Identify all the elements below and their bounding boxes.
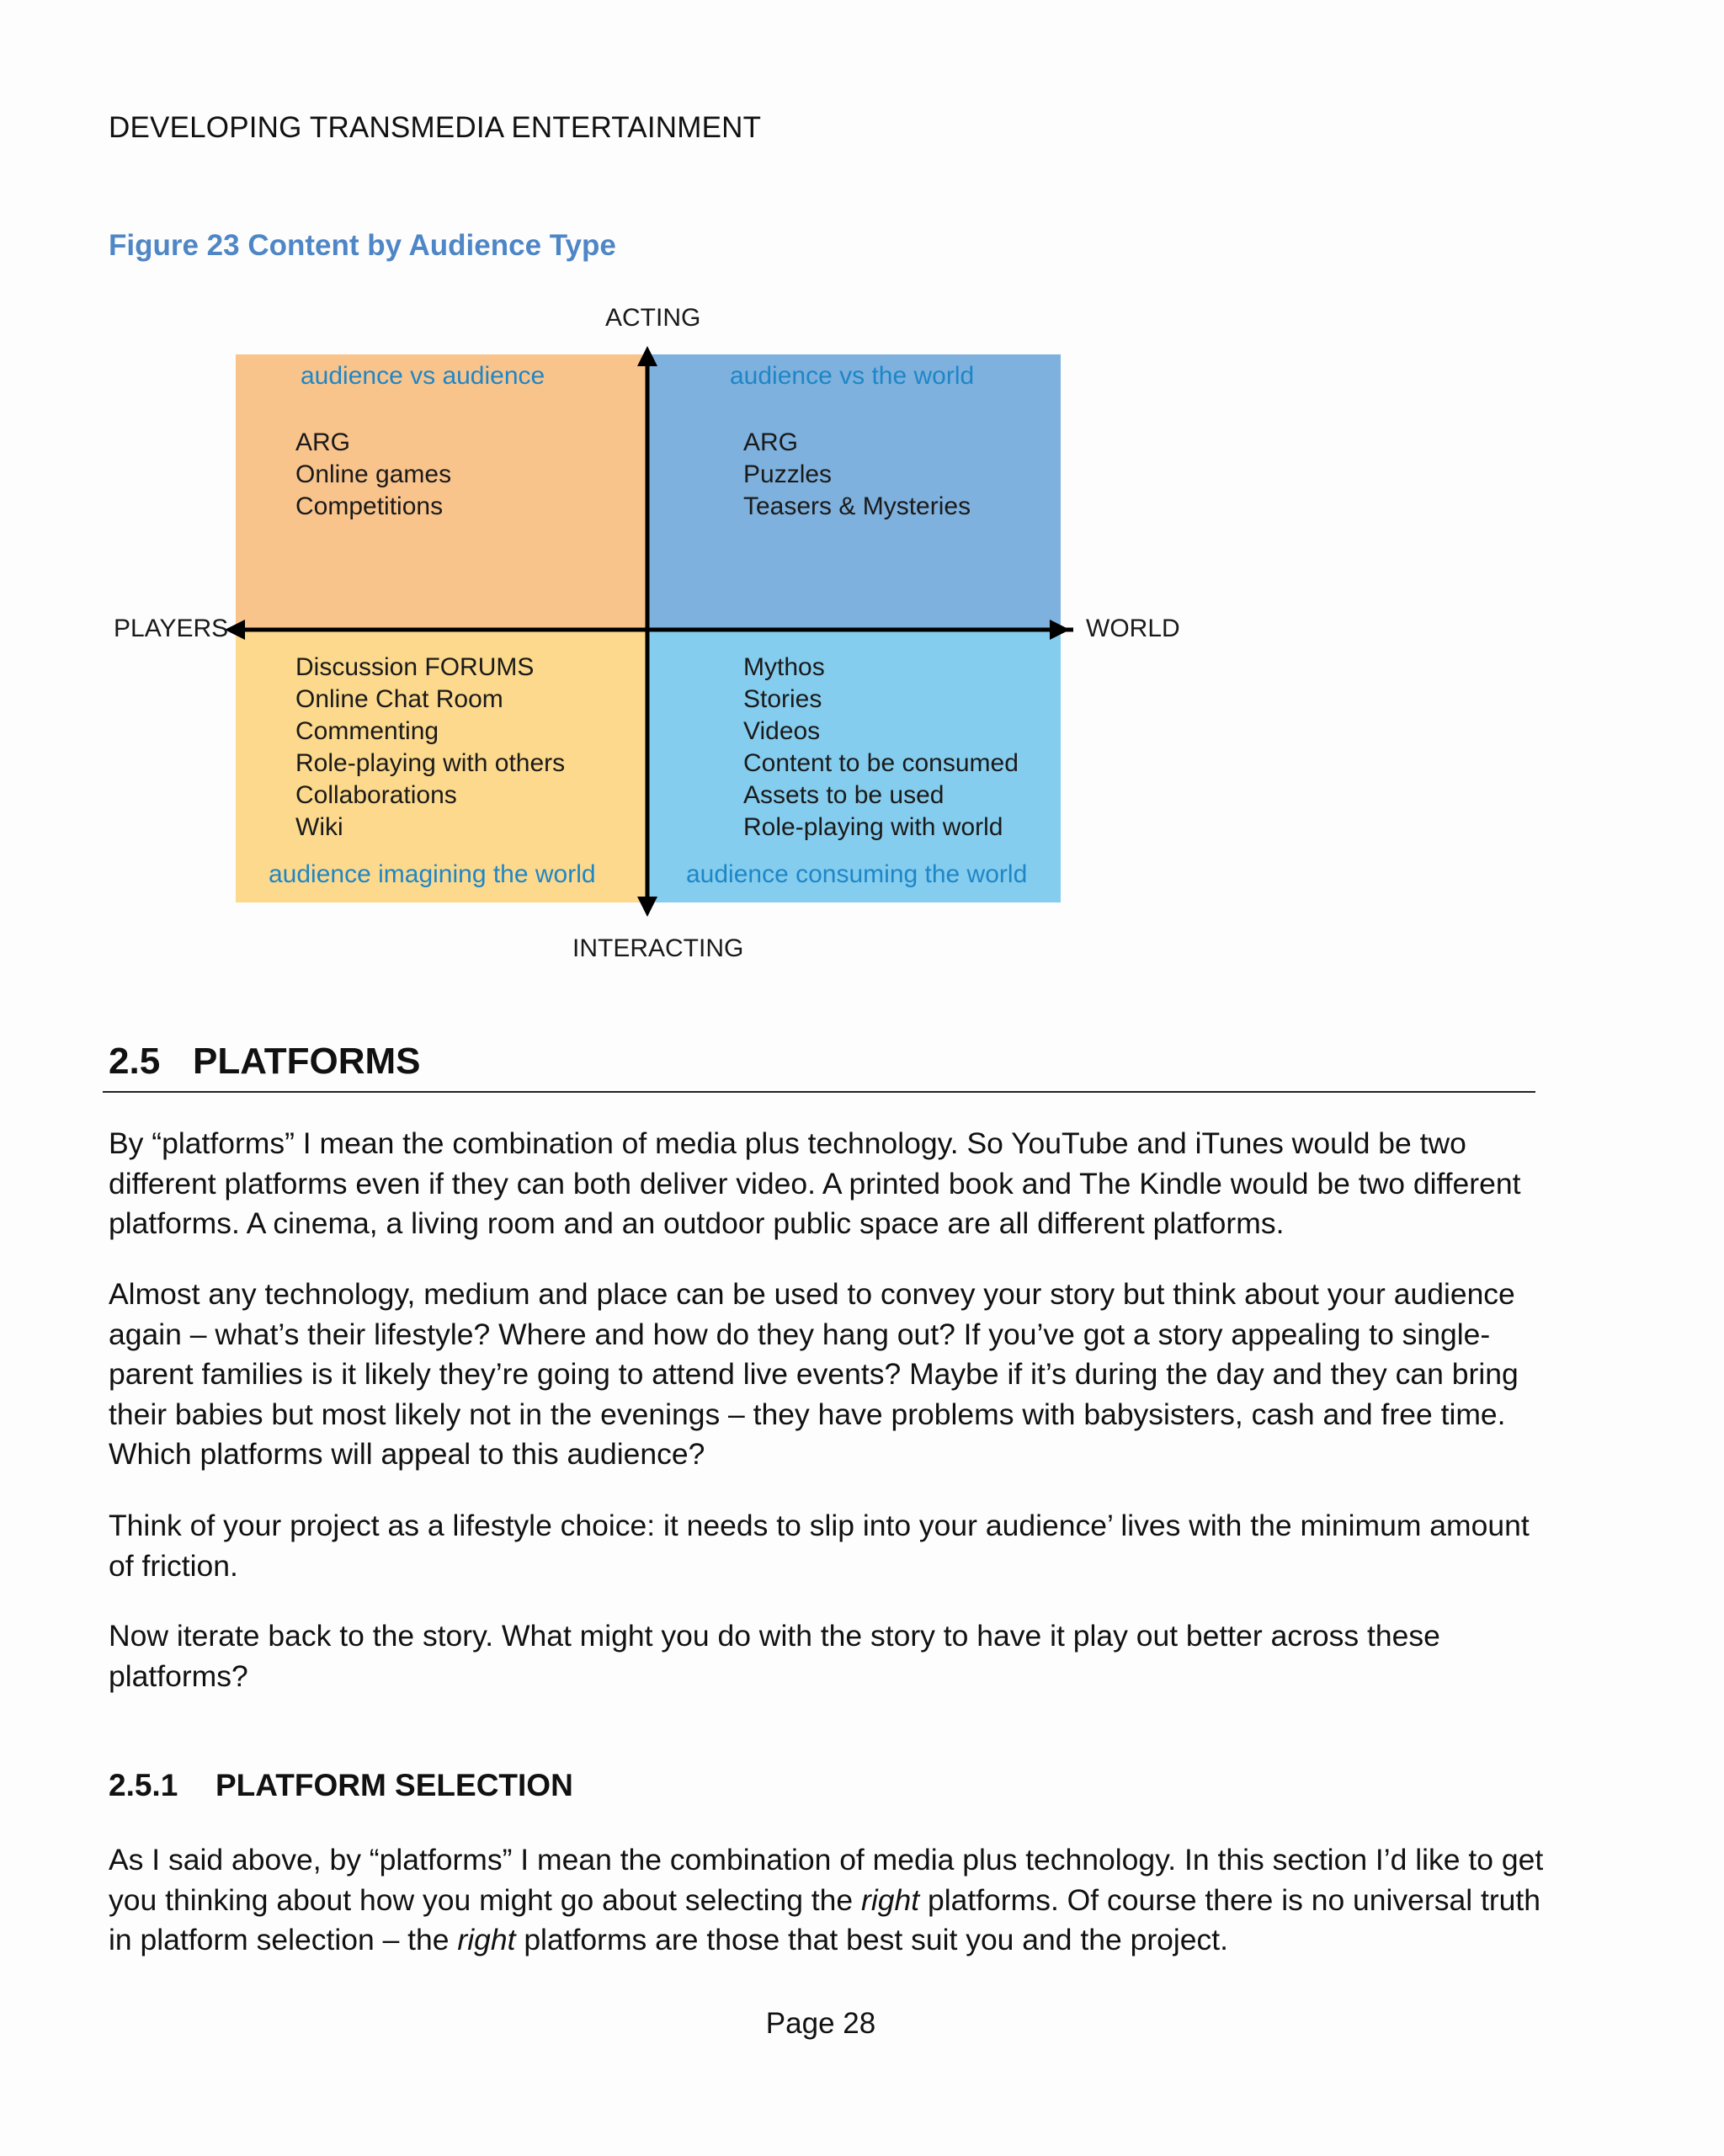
figure-caption: Figure 23 Content by Audience Type bbox=[109, 229, 616, 262]
zone-label-bottom-right: audience consuming the world bbox=[686, 860, 1028, 888]
paragraph-text: platforms are those that best suit you and the project. bbox=[515, 1923, 1229, 1956]
section-title: PLATFORMS bbox=[193, 1041, 421, 1082]
emphasis-text: right bbox=[457, 1923, 516, 1956]
list-item: Collaborations bbox=[295, 781, 457, 809]
paragraph: Now iterate back to the story. What might you do with the story to have it play out better across these platforms? bbox=[109, 1619, 1440, 1693]
list-item: Stories bbox=[743, 685, 822, 713]
down-arrow-icon bbox=[637, 897, 657, 917]
running-header: DEVELOPING TRANSMEDIA ENTERTAINMENT bbox=[109, 111, 762, 144]
right-arrow-icon bbox=[1050, 620, 1070, 640]
paragraph-text: platforms. Of course there is no universal truth in platform selection – the bbox=[109, 1882, 1541, 1956]
list-item: Mythos bbox=[743, 653, 825, 681]
list-item: Discussion FORUMS bbox=[295, 653, 535, 681]
heading-rule bbox=[103, 1091, 1535, 1093]
section-heading bbox=[109, 1041, 421, 1083]
paragraph: Think of your project as a lifestyle choice: it needs to slip into your audience’ lives with the minimum amount of friction. bbox=[109, 1509, 1530, 1583]
list-item: Competitions bbox=[295, 492, 444, 520]
zone-label-top-right: audience vs the world bbox=[730, 362, 975, 390]
list-item: ARG bbox=[295, 429, 351, 456]
list-item: Commenting bbox=[295, 717, 439, 745]
paragraph: By “platforms” I mean the combination of media plus technology. So YouTube and iTunes would be two different platforms even if they can both deliver video. A printed book and The Kindle would be two different platforms. A cinema, a living room and an outdoor public space are all different platforms. bbox=[109, 1126, 1521, 1240]
list-item: Puzzles bbox=[743, 460, 833, 488]
emphasis-text: right bbox=[861, 1882, 920, 1917]
audience-type-quadrant-diagram bbox=[105, 290, 1180, 993]
axis-label-top: ACTING bbox=[605, 304, 701, 332]
axis-label-right: WORLD bbox=[1086, 615, 1180, 642]
list-top-left bbox=[295, 427, 451, 523]
paragraph bbox=[109, 1840, 1548, 1961]
list-item: Assets to be used bbox=[743, 781, 944, 809]
subsection-number: 2.5.1 bbox=[109, 1768, 178, 1802]
paragraph-text: As I said above, by “platforms” I mean the combination of media plus technology. In this section I’d like to get you thinking about how you might go about selecting the bbox=[109, 1843, 1544, 1917]
axis-label-left: PLAYERS bbox=[114, 615, 229, 642]
zone-label-bottom-left: audience imagining the world bbox=[269, 860, 596, 888]
zone-label-top-left: audience vs audience bbox=[301, 362, 545, 390]
list-top-right bbox=[743, 427, 971, 523]
list-item: Videos bbox=[743, 717, 821, 745]
list-item: Wiki bbox=[295, 813, 343, 841]
list-item: Content to be consumed bbox=[743, 749, 1019, 777]
list-item: Teasers & Mysteries bbox=[743, 492, 971, 520]
list-item: Online Chat Room bbox=[295, 685, 503, 713]
up-arrow-icon bbox=[637, 346, 657, 366]
section-number: 2.5 bbox=[109, 1041, 161, 1082]
list-bottom-right bbox=[743, 652, 1019, 844]
list-item: Role-playing with world bbox=[743, 813, 1003, 841]
page-number: Page 28 bbox=[765, 2007, 876, 2040]
list-bottom-left bbox=[295, 652, 565, 844]
list-item: Online games bbox=[295, 460, 452, 488]
list-item: ARG bbox=[743, 429, 799, 456]
axis-label-bottom: INTERACTING bbox=[572, 934, 744, 962]
subsection-title: PLATFORM SELECTION bbox=[216, 1768, 573, 1802]
subsection-heading bbox=[109, 1768, 573, 1803]
paragraph: Almost any technology, medium and place can be used to convey your story but think about your audience again – what’s their lifestyle? Where and how do they hang out? If you’ve got a story appealing to single-parent families is it likely they’re going to attend live events? Maybe if it’s during the day and they can bring their babies but most likely not in the evenings – they have problems with babysisters, cash and free time. Which platforms will appeal to this audience? bbox=[109, 1277, 1519, 1471]
list-item: Role-playing with others bbox=[295, 749, 566, 777]
